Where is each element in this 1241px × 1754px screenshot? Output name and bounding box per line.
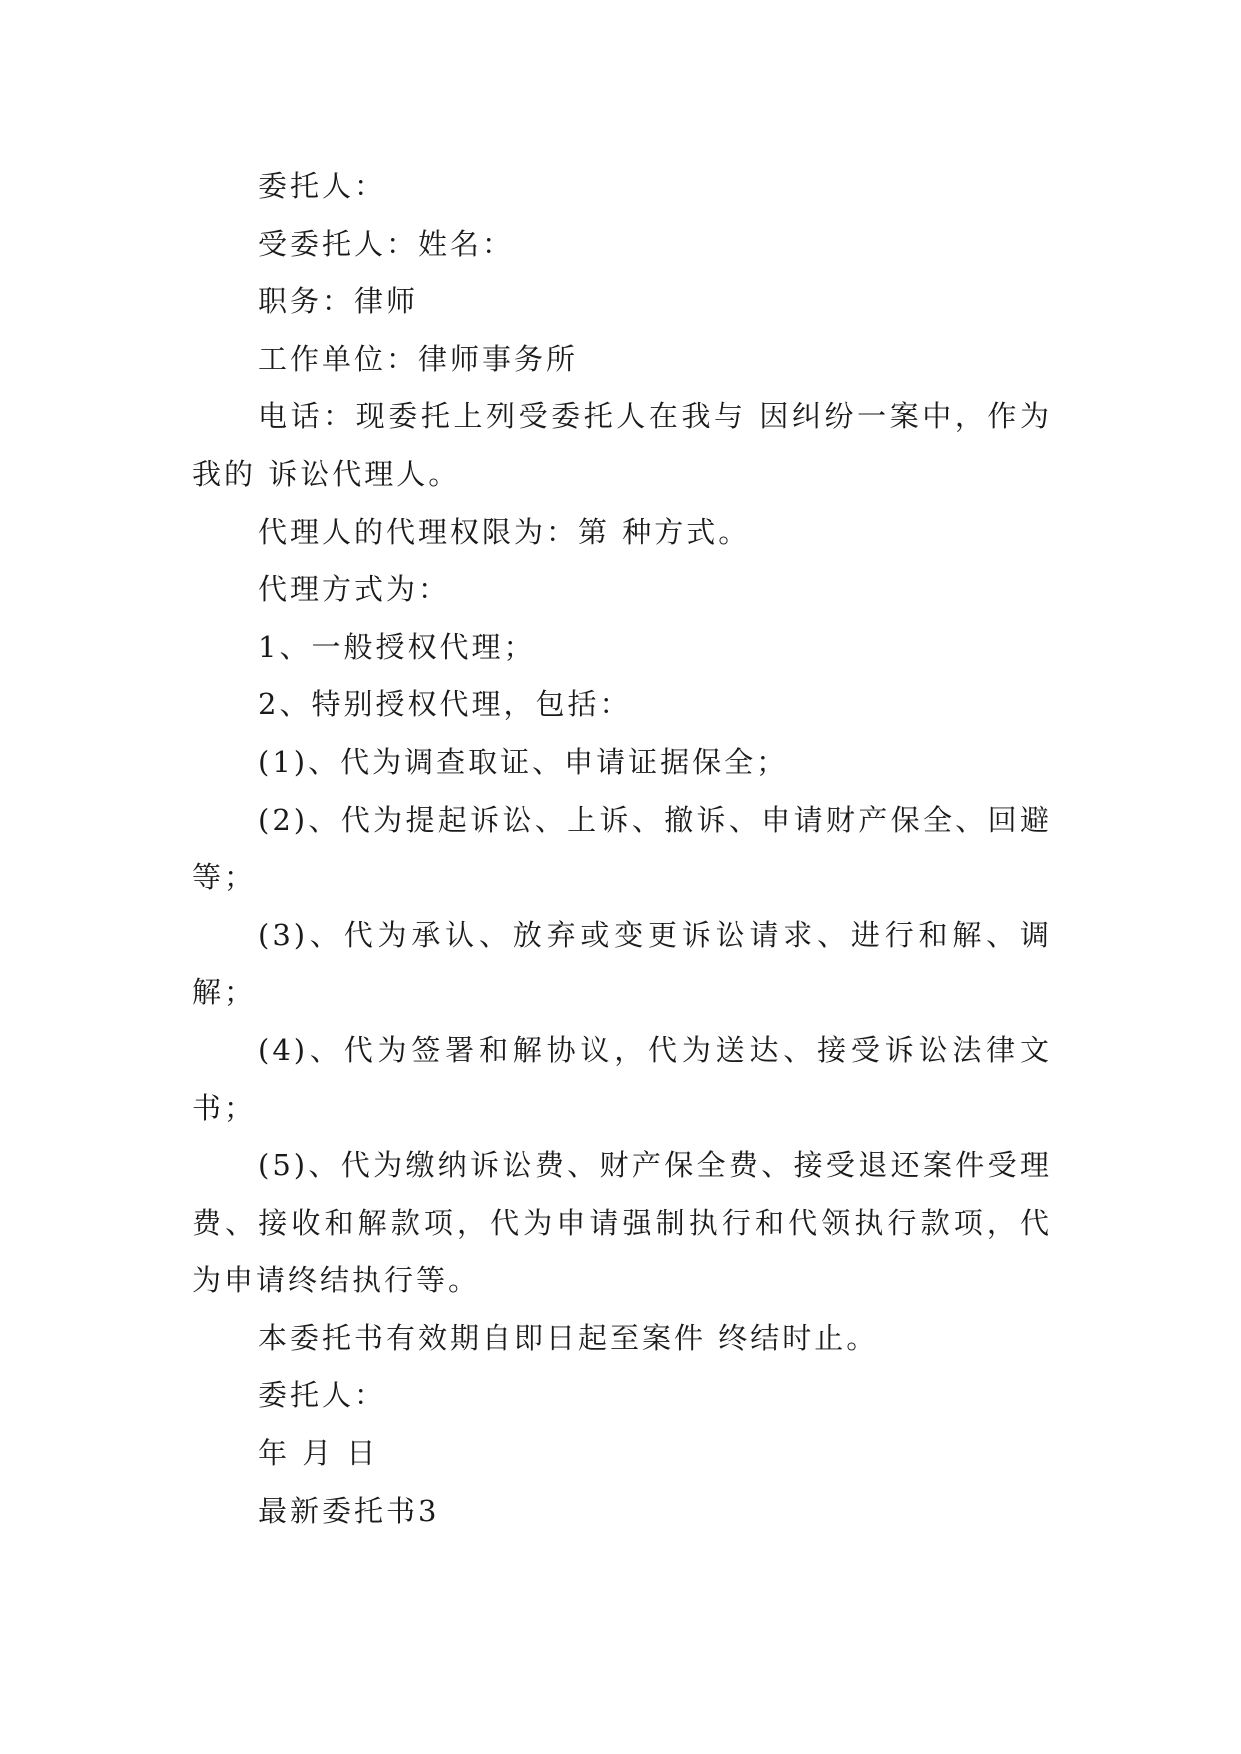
special-authorization-subitem: (5)、代为缴纳诉讼费、财产保全费、接受退还案件受理费、接收和解款项，代为申请强制执行和代领执行款项，代为申请终结执行等。 bbox=[192, 1148, 1052, 1298]
special-authorization-subitem: (2)、代为提起诉讼、上诉、撤诉、申请财产保全、回避等； bbox=[192, 802, 1052, 895]
agent-name-line: 受委托人：姓名： bbox=[258, 226, 515, 261]
document-body bbox=[192, 158, 1052, 1540]
entrustment-statement: 电话：现委托上列受委托人在我与 因纠纷一案中，作为我的 诉讼代理人。 bbox=[192, 399, 1052, 491]
authority-scope-line: 代理人的代理权限为：第 种方式。 bbox=[258, 514, 751, 549]
principal-line: 委托人： bbox=[258, 169, 387, 203]
principal-signature-line: 委托人： bbox=[258, 1378, 387, 1413]
date-line: 年 月 日 bbox=[258, 1436, 379, 1471]
general-authorization-item: 1、一般授权代理； bbox=[258, 629, 536, 664]
agency-method-heading: 代理方式为： bbox=[258, 572, 451, 607]
next-section-title: 最新委托书3 bbox=[258, 1493, 440, 1528]
agent-position-line: 职务：律师 bbox=[258, 284, 419, 319]
special-authorization-subitem: (4)、代为签署和解协议，代为送达、接受诉讼法律文书； bbox=[192, 1032, 1052, 1125]
validity-period-line: 本委托书有效期自即日起至案件 终结时止。 bbox=[258, 1320, 879, 1355]
special-authorization-item: 2、特别授权代理，包括： bbox=[258, 687, 632, 722]
special-authorization-subitem: (1)、代为调查取证、申请证据保全； bbox=[258, 744, 789, 779]
special-authorization-subitem: (3)、代为承认、放弃或变更诉讼请求、进行和解、调解； bbox=[192, 917, 1052, 1010]
agent-workplace-line: 工作单位：律师事务所 bbox=[258, 341, 579, 376]
